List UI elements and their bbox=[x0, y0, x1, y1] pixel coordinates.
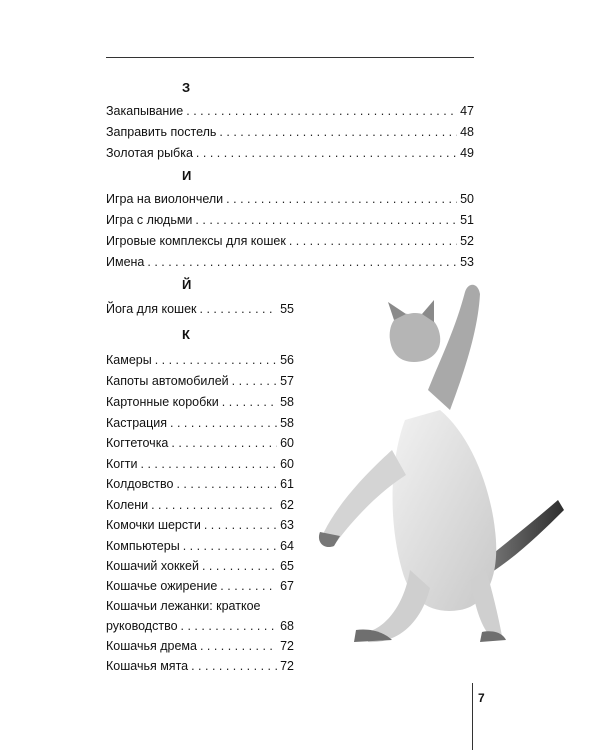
section-letter-i: И bbox=[182, 168, 192, 183]
toc-entry[interactable]: Колени . . . 62 bbox=[106, 496, 294, 514]
toc-entry[interactable]: Когти . . . 60 bbox=[106, 455, 294, 473]
cat-foot bbox=[480, 631, 506, 642]
toc-entry[interactable]: Игра с людьми . . . 51 bbox=[106, 211, 474, 229]
toc-entry[interactable]: Золотая рыбка . . . 49 bbox=[106, 144, 474, 162]
cat-tail bbox=[485, 500, 564, 572]
toc-entry[interactable]: Комочки шерсти . . . 63 bbox=[106, 516, 294, 534]
toc-entry[interactable]: Кошачий хоккей . . . 65 bbox=[106, 557, 294, 575]
toc-entry[interactable]: Йога для кошек . . . 55 bbox=[106, 300, 294, 318]
footer-rule bbox=[472, 683, 473, 750]
toc-entry[interactable]: Имена . . . 53 bbox=[106, 253, 474, 271]
toc-entry[interactable]: Камеры . . . 56 bbox=[106, 351, 294, 369]
toc-entry[interactable]: Капоты автомобилей . . . 57 bbox=[106, 372, 294, 390]
page-number: 7 bbox=[478, 691, 485, 705]
section-letter-z: З bbox=[182, 80, 191, 95]
toc-entry[interactable]: руководство . . . 68 bbox=[106, 617, 294, 635]
toc-entry[interactable]: Кошачье ожирение . . . 67 bbox=[106, 577, 294, 595]
header-rule bbox=[106, 57, 474, 58]
toc-entry[interactable]: Закапывание . . . 47 bbox=[106, 102, 474, 120]
section-letter-k: К bbox=[182, 327, 190, 342]
toc-entry[interactable]: Картонные коробки . . . 58 bbox=[106, 393, 294, 411]
cat-illustration bbox=[310, 270, 570, 665]
cat-hind-leg bbox=[368, 570, 430, 642]
toc-entry-first-line[interactable]: Кошачьи лежанки: краткое bbox=[106, 599, 261, 613]
toc-entry[interactable]: Колдовство . . . 61 bbox=[106, 475, 294, 493]
toc-entry[interactable]: Кошачья дрема . . . 72 bbox=[106, 637, 294, 655]
toc-entry[interactable]: Игра на виолончели . . . 50 bbox=[106, 190, 474, 208]
toc-entry[interactable]: Кастрация . . . 58 bbox=[106, 414, 294, 432]
toc-entry[interactable]: Когтеточка . . . 60 bbox=[106, 434, 294, 452]
toc-entry[interactable]: Компьютеры . . . 64 bbox=[106, 537, 294, 555]
section-letter-iy: Й bbox=[182, 277, 192, 292]
toc-entry[interactable]: Заправить постель . . . 48 bbox=[106, 123, 474, 141]
toc-entry[interactable]: Кошачья мята . . . 72 bbox=[106, 657, 294, 675]
toc-entry[interactable]: Игровые комплексы для кошек . . . 52 bbox=[106, 232, 474, 250]
